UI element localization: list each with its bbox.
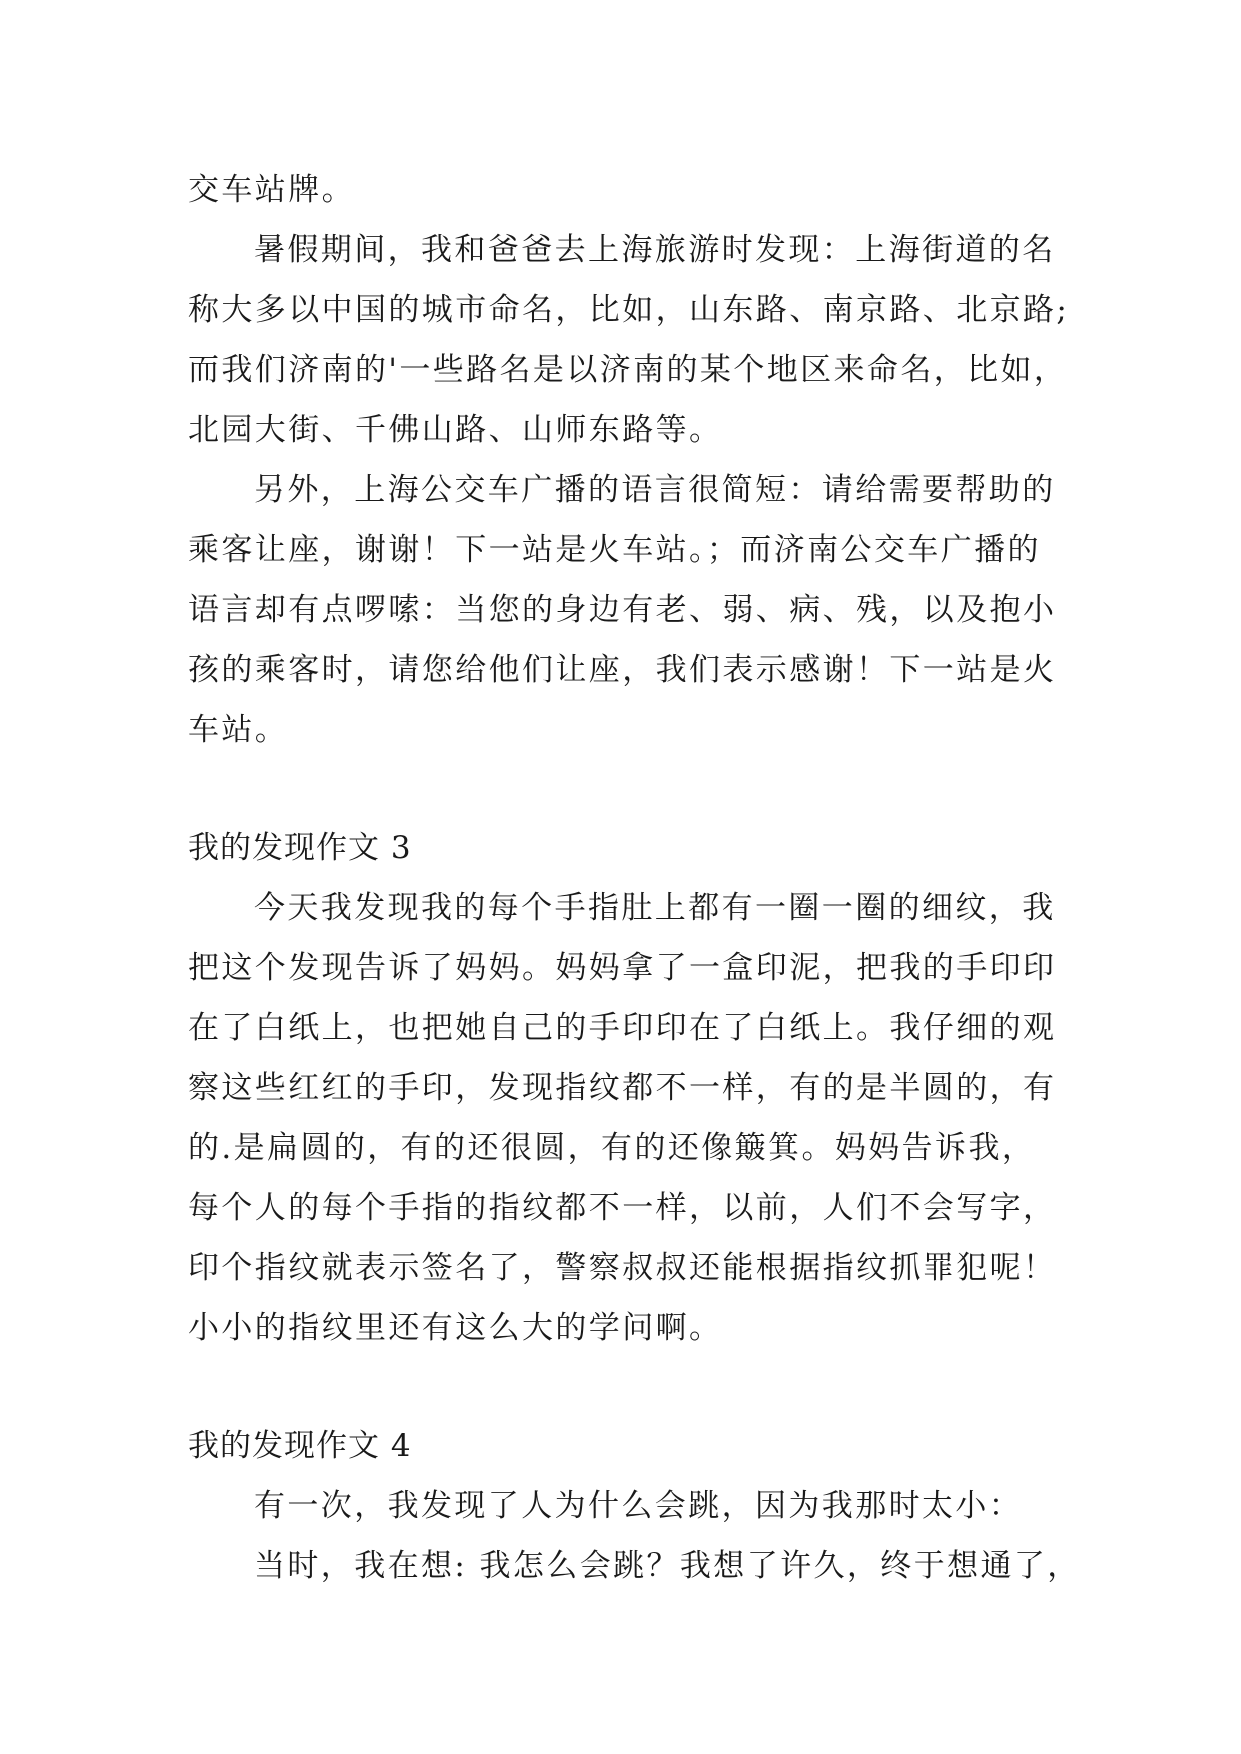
paragraph-line: 把这个发现告诉了妈妈。妈妈拿了一盒印泥，把我的手印印 [188,950,1057,986]
paragraph-line: 北园大街、千佛山路、山师东路等。 [188,412,723,448]
paragraph-line: 印个指纹就表示签名了，警察叔叔还能根据指纹抓罪犯呢！ [188,1250,1057,1286]
paragraph-line: 交车站牌。 [188,172,355,208]
essay-text [188,160,1081,1596]
paragraph-line: 另外，上海公交车广播的语言很简短：请给需要帮助的 [254,472,1056,508]
section-heading: 我的发现作文 3 [188,830,412,866]
paragraph-line: 当时，我在想: 我怎么会跳？我想了许久，终于想通了， [254,1548,1081,1584]
section-heading: 我的发现作文 4 [188,1428,412,1464]
paragraph-line: 暑假期间，我和爸爸去上海旅游时发现：上海街道的名 [254,232,1056,268]
paragraph-line: 乘客让座，谢谢！下一站是火车站。；而济南公交车广播的 [188,532,1041,568]
paragraph-line: 称大多以中国的城市命名，比如，山东路、南京路、北京路; [188,292,1070,328]
paragraph-line: 车站。 [188,712,289,748]
paragraph-line: 的.是扁圆的，有的还很圆，有的还像簸箕。妈妈告诉我， [188,1130,1036,1166]
paragraph-line: 每个人的每个手指的指纹都不一样，以前，人们不会写字， [188,1190,1057,1226]
paragraph-line: 今天我发现我的每个手指肚上都有一圈一圈的细纹，我 [254,890,1056,926]
paragraph-line: 孩的乘客时，请您给他们让座，我们表示感谢！下一站是火 [188,652,1057,688]
paragraph-line: 在了白纸上，也把她自己的手印印在了白纸上。我仔细的观 [188,1010,1057,1046]
paragraph-line: 小小的指纹里还有这么大的学问啊。 [188,1310,723,1346]
paragraph-line: 察这些红红的手印，发现指纹都不一样，有的是半圆的，有 [188,1070,1057,1106]
paragraph-line: 语言却有点啰嗦：当您的身边有老、弱、病、残，以及抱小 [188,592,1057,628]
paragraph-line: 有一次，我发现了人为什么会跳，因为我那时太小： [254,1488,1023,1524]
paragraph-line: 而我们济南的'一些路名是以济南的某个地区来命名，比如， [188,352,1068,388]
